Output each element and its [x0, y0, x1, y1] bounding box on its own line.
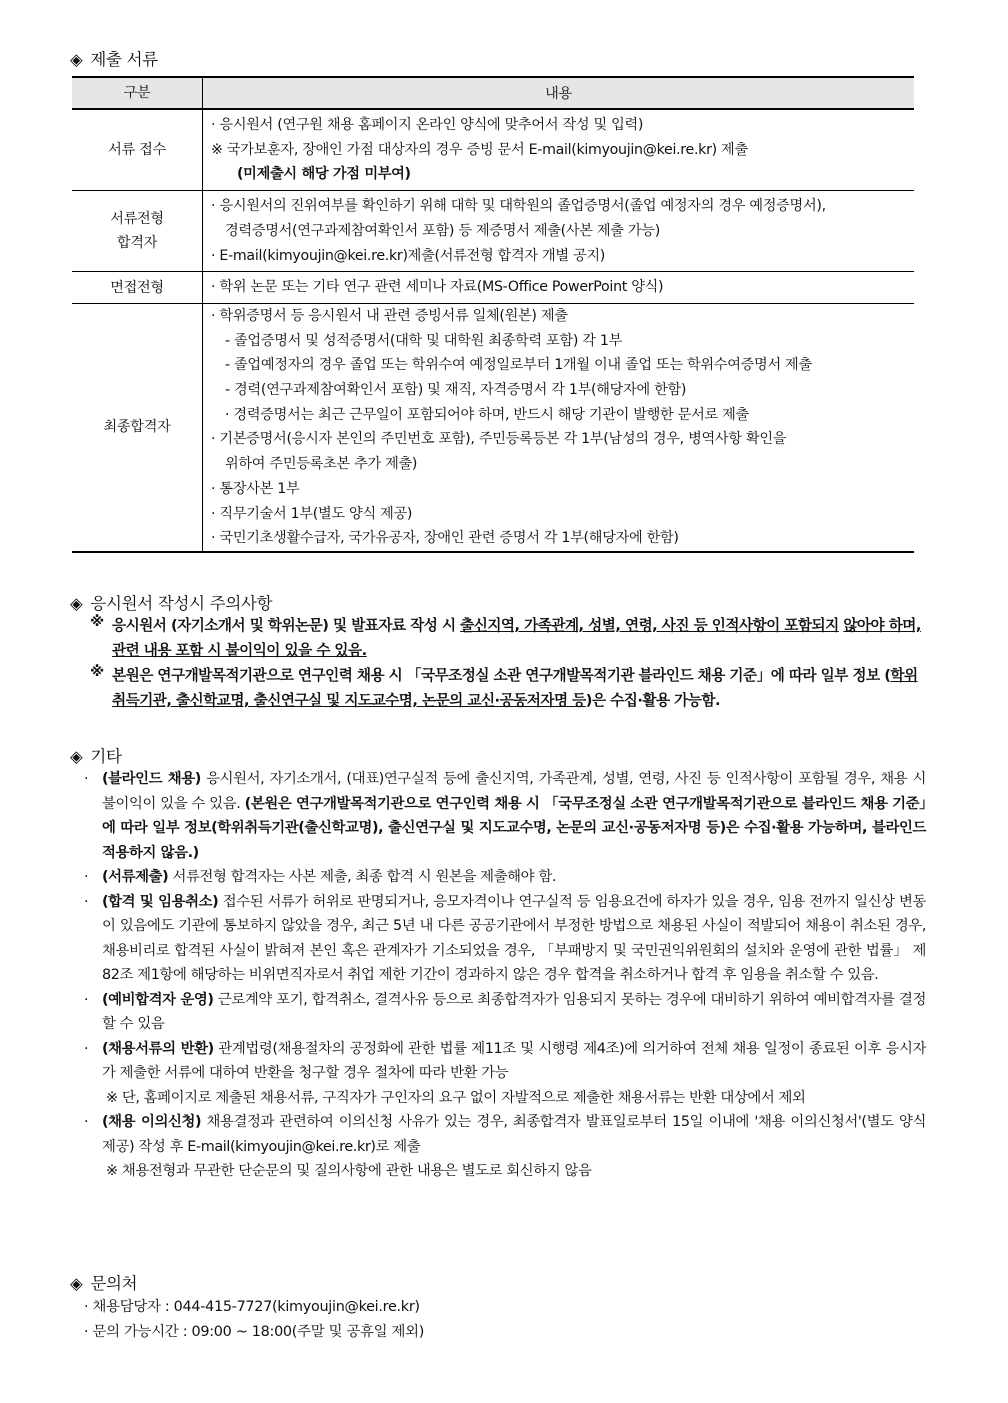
row-content: · 응시원서 (연구원 채용 홈페이지 온라인 양식에 맞추어서 작성 및 입력) ※ 국가보훈자, 장애인 가점 대상자의 경우 증빙 문서 E-mail(kimyoujin@kei.re.kr) 제출 (미제출시 해당 가점 미부여): [203, 109, 915, 191]
diamond-bullet-icon: ◈: [70, 1274, 83, 1293]
row-content: · 학위증명서 등 응시원서 내 관련 증빙서류 일체(원본) 제출 - 졸업증명서 및 성적증명서(대학 및 대학원 최종학력 포함) 각 1부 - 졸업예정자의 경우 졸업 또는 학위수여 예정일로부터 1개월 이내 졸업 또는 학위수여증명서 제출 - 경력(연구과제참여확인서 포함) 및 재직, 자격증명서 각 1부(해당자에 한함) · 경력증명서는 최근 근무일이 포함되어야 하며, 반드시 해당 기관이 발행한 문서로 제출 · 기본증명서(응시자 본인의 주민번호 포함), 주민등록등본 각 1부(남성의 경우, 병역사항 확인을 위하여 주민등록초본 추가 제출) · 통장사본 1부 · 직무기술서 1부(별도 양식 제공) · 국민기초생활수급자, 국가유공자, 장애인 관련 증명서 각 1부(해당자에 한함): [203, 303, 915, 552]
row-content: · 학위 논문 또는 기타 연구 관련 세미나 자료(MS-Office PowerPoint 양식): [203, 272, 915, 304]
contact-person: · 채용담당자 : 044-415-7727(kimyoujin@kei.re.kr): [84, 1299, 420, 1315]
list-item: · (채용 이의신청) 채용결정과 관련하여 이의신청 사유가 있는 경우, 최종합격자 발표일로부터 15일 이내에 '채용 이의신청서'(별도 양식 제공) 작성 후 E-mail(kimyoujin@kei.re.kr)로 제출: [84, 1114, 926, 1155]
header-category: 구분: [72, 77, 203, 109]
list-item: · (예비합격자 운영) 근로계약 포기, 합격취소, 결격사유 등으로 최종합격자가 임용되지 못하는 경우에 대비하기 위하여 예비합격자를 결정할 수 있음: [84, 991, 926, 1032]
table-row: [72, 303, 914, 552]
caution-note: ※ 본원은 연구개발목적기관으로 연구인력 채용 시 「국무조정실 소관 연구개발목적기관 블라인드 채용 기준」에 따라 일부 정보 (학위취득기관, 출신학교명, 출신연구실 및 지도교수명, 논문의 교신·공동저자명 등)은 수집·활용 가능함.: [90, 663, 918, 709]
header-content: 내용: [203, 77, 915, 109]
section-title-caution: ◈ 응시원서 작성시 주의사항: [70, 594, 273, 613]
list-item: · (블라인드 채용) 응시원서, 자기소개서, (대표)연구실적 등에 출신지역, 가족관계, 성별, 연령, 사진 등 인적사항이 포함될 경우, 채용 시 불이익이 있을 수 있음. (본원은 연구개발목적기관으로 연구인력 채용 시 「국무조정실 소관 연구개발목적기관으로 블라인드 채용 기준」에 따라 일부 정보(학위취득기관(출신학교명), 출신연구실 및 지도교수명, 논문의 교신·공동저자명 등)은 수집·활용 가능하며, 블라인드 적용하지 않음.): [84, 771, 927, 861]
row-content: · 응시원서의 진위여부를 확인하기 위해 대학 및 대학원의 졸업증명서(졸업 예정자의 경우 예정증명서), 경력증명서(연구과제참여확인서 포함) 등 제증명서 제출(사본 제출 가능) · E-mail(kimyoujin@kei.re.kr)제출(서류전형 합격자 개별 공지): [203, 191, 915, 272]
caution-notes: [90, 613, 925, 713]
table-row: [72, 272, 914, 304]
list-item: · (합격 및 임용취소) 접수된 서류가 허위로 판명되거나, 응모자격이나 연구실적 등 임용요건에 하자가 있을 경우, 임용 전까지 일신상 변동이 있음에도 기관에 통보하지 않았을 경우, 최근 5년 내 다른 공공기관에서 부정한 방법으로 채용된 사실이 적발되어 채용이 취소된 경우, 채용비리로 합격된 사실이 밝혀져 본인 혹은 관계자가 기소되었을 경우, 「부패방지 및 국민권익위원회의 설치와 운영에 관한 법률」 제82조 제1항에 해당하는 비위면직자로서 취업 제한 기간이 경과하지 않은 경우 합격을 취소하거나 합격 후 임용을 취소할 수 있음.: [84, 893, 926, 983]
section-title-contact: ◈ 문의처: [70, 1274, 138, 1293]
diamond-bullet-icon: ◈: [70, 594, 83, 613]
row-label: 면접전형: [72, 272, 203, 304]
etc-list: [84, 767, 926, 1184]
list-item: · (서류제출) 서류전형 합격자는 사본 제출, 최종 합격 시 원본을 제출해야 함.: [84, 869, 557, 885]
section-title-docs: ◈ 제출 서류: [70, 50, 158, 69]
table-row: [72, 191, 914, 272]
list-subnote: ※ 단, 홈페이지로 제출된 채용서류, 구직자가 구인자의 요구 없이 자발적으로 제출한 채용서류는 반환 대상에서 제외: [106, 1089, 806, 1106]
list-subnote: ※ 채용전형과 무관한 단순문의 및 질의사항에 관한 내용은 별도로 회신하지 않음: [106, 1163, 592, 1179]
documents-table: [72, 76, 914, 553]
diamond-bullet-icon: ◈: [70, 50, 83, 69]
table-header-row: [72, 77, 914, 109]
contact-info: [84, 1295, 424, 1344]
contact-hours: · 문의 가능시간 : 09:00 ~ 18:00(주말 및 공휴일 제외): [84, 1323, 425, 1340]
row-label: 최종합격자: [72, 303, 203, 552]
row-label: 서류전형 합격자: [72, 191, 203, 272]
table-row: [72, 109, 914, 191]
diamond-bullet-icon: ◈: [70, 747, 83, 766]
caution-note: ※ 응시원서 (자기소개서 및 학위논문) 및 발표자료 작성 시 출신지역, 가족관계, 성별, 연령, 사진 등 인적사항이 포함되지 않아야 하며, 관련 내용 포함 시 불이익이 있을 수 있음.: [90, 613, 921, 659]
section-title-etc: ◈ 기타: [70, 747, 122, 766]
row-label: 서류 접수: [72, 109, 203, 191]
list-item: · (채용서류의 반환) 관계법령(채용절차의 공정화에 관한 법률 제11조 및 시행령 제4조)에 의거하여 전체 채용 일정이 종료된 이후 응시자가 제출한 서류에 대하여 반환을 청구할 경우 절차에 따라 반환 가능: [84, 1040, 926, 1081]
